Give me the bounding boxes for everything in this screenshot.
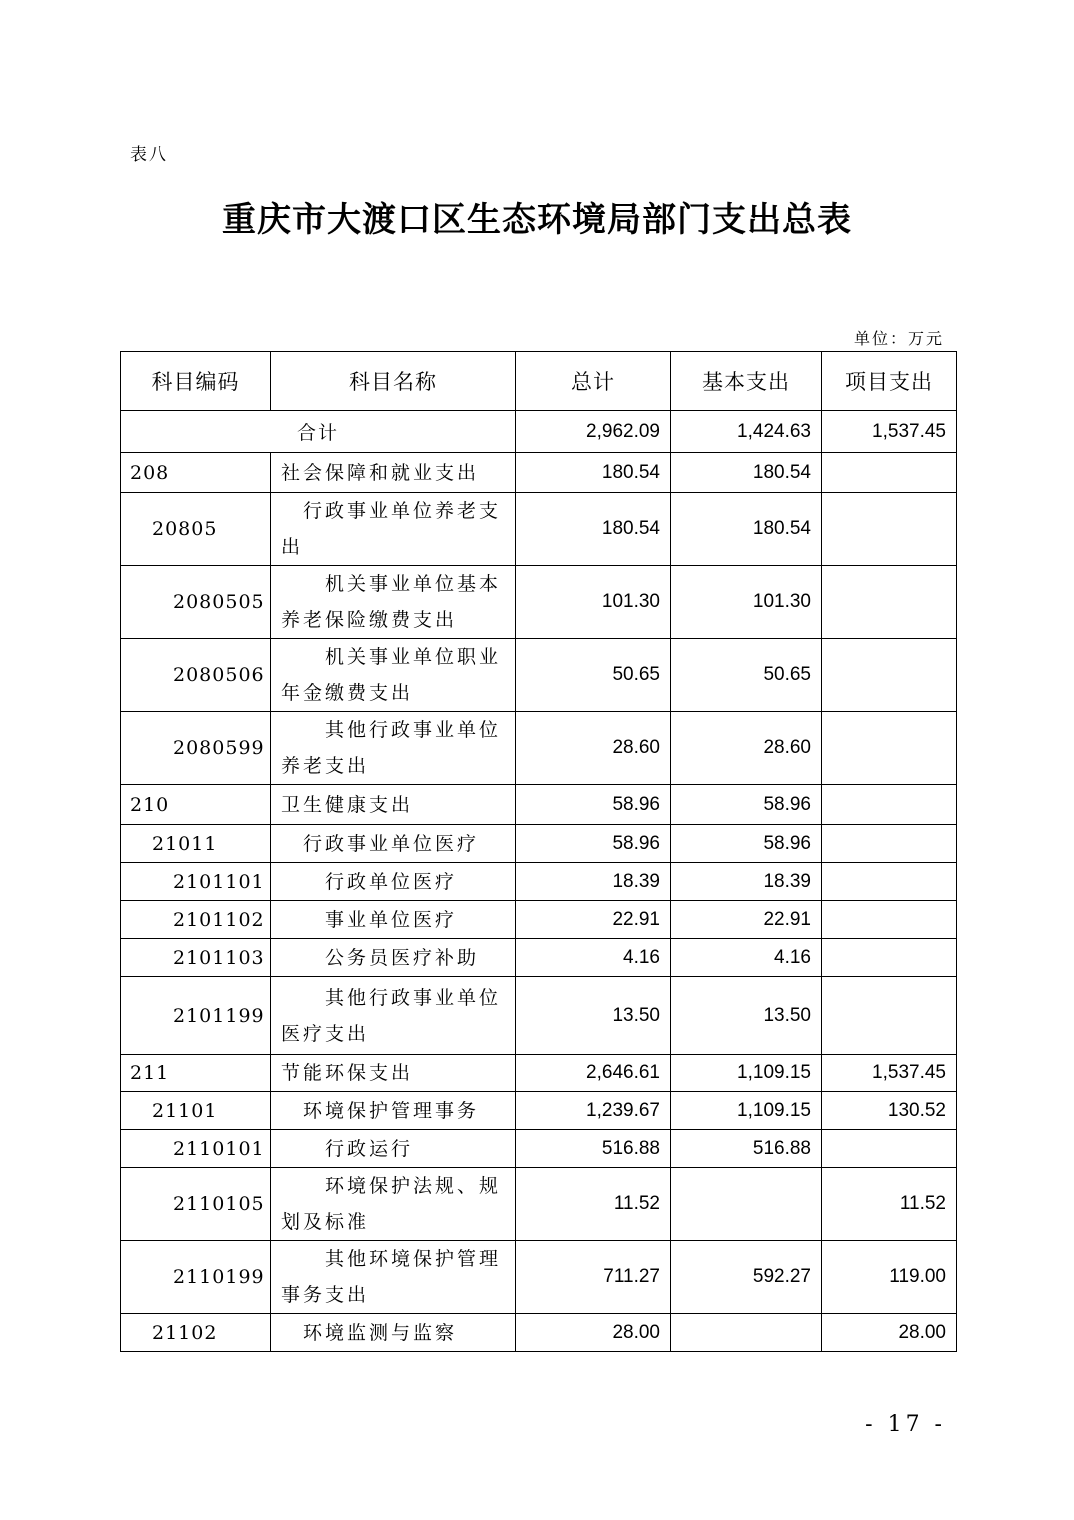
- row-name: 其他环境保护管理事务支出: [271, 1241, 516, 1314]
- row-basic: 516.88: [671, 1130, 822, 1168]
- row-name: 行政单位医疗: [271, 863, 516, 901]
- row-project: [822, 863, 957, 901]
- expenditure-table: [120, 351, 957, 1352]
- row-total: 1,239.67: [516, 1092, 671, 1130]
- table-row: [121, 639, 957, 712]
- row-code: 2110105: [121, 1168, 271, 1241]
- row-project: 28.00: [822, 1314, 957, 1352]
- row-name: 机关事业单位职业年金缴费支出: [271, 639, 516, 712]
- row-basic: 18.39: [671, 863, 822, 901]
- row-code: 21011: [121, 825, 271, 863]
- row-code: 2101102: [121, 901, 271, 939]
- row-code: 210: [121, 785, 271, 825]
- document-title: 重庆市大渡口区生态环境局部门支出总表: [222, 200, 852, 240]
- row-basic: 58.96: [671, 785, 822, 825]
- unit-label: 单位：万元: [853, 329, 944, 348]
- row-code: 2101101: [121, 863, 271, 901]
- row-code: 2110101: [121, 1130, 271, 1168]
- row-total: 58.96: [516, 785, 671, 825]
- row-name: 环境保护管理事务: [271, 1092, 516, 1130]
- row-name: 其他行政事业单位养老支出: [271, 712, 516, 785]
- header-total: 总计: [516, 352, 671, 411]
- row-basic: 4.16: [671, 939, 822, 977]
- row-total: 22.91: [516, 901, 671, 939]
- row-basic: 13.50: [671, 977, 822, 1055]
- row-project: 130.52: [822, 1092, 957, 1130]
- row-code: 21101: [121, 1092, 271, 1130]
- row-project: [822, 977, 957, 1055]
- table-row: [121, 453, 957, 493]
- row-project: [822, 493, 957, 566]
- row-basic: 22.91: [671, 901, 822, 939]
- header-project: 项目支出: [822, 352, 957, 411]
- row-total: 50.65: [516, 639, 671, 712]
- row-name: 社会保障和就业支出: [271, 453, 516, 493]
- row-name: 行政运行: [271, 1130, 516, 1168]
- row-name: 公务员医疗补助: [271, 939, 516, 977]
- row-code: 21102: [121, 1314, 271, 1352]
- row-project: [822, 785, 957, 825]
- table-row: [121, 977, 957, 1055]
- row-total: 2,646.61: [516, 1055, 671, 1092]
- row-project: [822, 639, 957, 712]
- row-name: 环境保护法规、规划及标准: [271, 1168, 516, 1241]
- row-project: 119.00: [822, 1241, 957, 1314]
- row-project: [822, 1130, 957, 1168]
- table-row: [121, 712, 957, 785]
- row-project: [822, 712, 957, 785]
- row-code: 20805: [121, 493, 271, 566]
- header-row: [121, 352, 957, 411]
- row-basic: [671, 1168, 822, 1241]
- row-code: 2101103: [121, 939, 271, 977]
- table-row: [121, 1168, 957, 1241]
- row-project: [822, 566, 957, 639]
- page-number: - 17 -: [865, 1412, 946, 1437]
- total-label: 合计: [121, 411, 516, 453]
- row-total: 11.52: [516, 1168, 671, 1241]
- row-basic: 180.54: [671, 493, 822, 566]
- row-basic: 58.96: [671, 825, 822, 863]
- row-total: 58.96: [516, 825, 671, 863]
- row-total: 180.54: [516, 493, 671, 566]
- total-project: 1,537.45: [822, 411, 957, 453]
- row-basic: 592.27: [671, 1241, 822, 1314]
- header-code: 科目编码: [121, 352, 271, 411]
- table-row: [121, 901, 957, 939]
- row-basic: 180.54: [671, 453, 822, 493]
- table-label: 表八: [130, 145, 168, 165]
- table-row: [121, 939, 957, 977]
- row-project: [822, 453, 957, 493]
- header-basic: 基本支出: [671, 352, 822, 411]
- row-name: 机关事业单位基本养老保险缴费支出: [271, 566, 516, 639]
- table-row: [121, 1092, 957, 1130]
- row-project: [822, 939, 957, 977]
- row-name: 行政事业单位养老支出: [271, 493, 516, 566]
- row-total: 18.39: [516, 863, 671, 901]
- table-row: [121, 1055, 957, 1092]
- row-basic: 1,109.15: [671, 1055, 822, 1092]
- row-total: 4.16: [516, 939, 671, 977]
- row-code: 211: [121, 1055, 271, 1092]
- row-code: 2080599: [121, 712, 271, 785]
- row-project: 11.52: [822, 1168, 957, 1241]
- row-name: 行政事业单位医疗: [271, 825, 516, 863]
- row-project: 1,537.45: [822, 1055, 957, 1092]
- row-name: 事业单位医疗: [271, 901, 516, 939]
- header-name: 科目名称: [271, 352, 516, 411]
- table-row: [121, 1130, 957, 1168]
- row-code: 2080505: [121, 566, 271, 639]
- row-total: 516.88: [516, 1130, 671, 1168]
- row-project: [822, 901, 957, 939]
- row-total: 101.30: [516, 566, 671, 639]
- row-code: 208: [121, 453, 271, 493]
- row-total: 28.60: [516, 712, 671, 785]
- row-basic: 50.65: [671, 639, 822, 712]
- table-row: [121, 1241, 957, 1314]
- table-row: [121, 825, 957, 863]
- row-basic: 1,109.15: [671, 1092, 822, 1130]
- table-row: [121, 566, 957, 639]
- row-basic: 28.60: [671, 712, 822, 785]
- row-total: 28.00: [516, 1314, 671, 1352]
- table-row: [121, 785, 957, 825]
- table-row: [121, 1314, 957, 1352]
- row-total: 711.27: [516, 1241, 671, 1314]
- row-name: 其他行政事业单位医疗支出: [271, 977, 516, 1055]
- row-code: 2110199: [121, 1241, 271, 1314]
- row-name: 环境监测与监察: [271, 1314, 516, 1352]
- row-total: 13.50: [516, 977, 671, 1055]
- total-row: [121, 411, 957, 453]
- total-basic: 1,424.63: [671, 411, 822, 453]
- total-amount: 2,962.09: [516, 411, 671, 453]
- table-row: [121, 863, 957, 901]
- table-row: [121, 493, 957, 566]
- row-code: 2080506: [121, 639, 271, 712]
- row-name: 卫生健康支出: [271, 785, 516, 825]
- row-basic: 101.30: [671, 566, 822, 639]
- row-project: [822, 825, 957, 863]
- row-name: 节能环保支出: [271, 1055, 516, 1092]
- row-basic: [671, 1314, 822, 1352]
- row-total: 180.54: [516, 453, 671, 493]
- row-code: 2101199: [121, 977, 271, 1055]
